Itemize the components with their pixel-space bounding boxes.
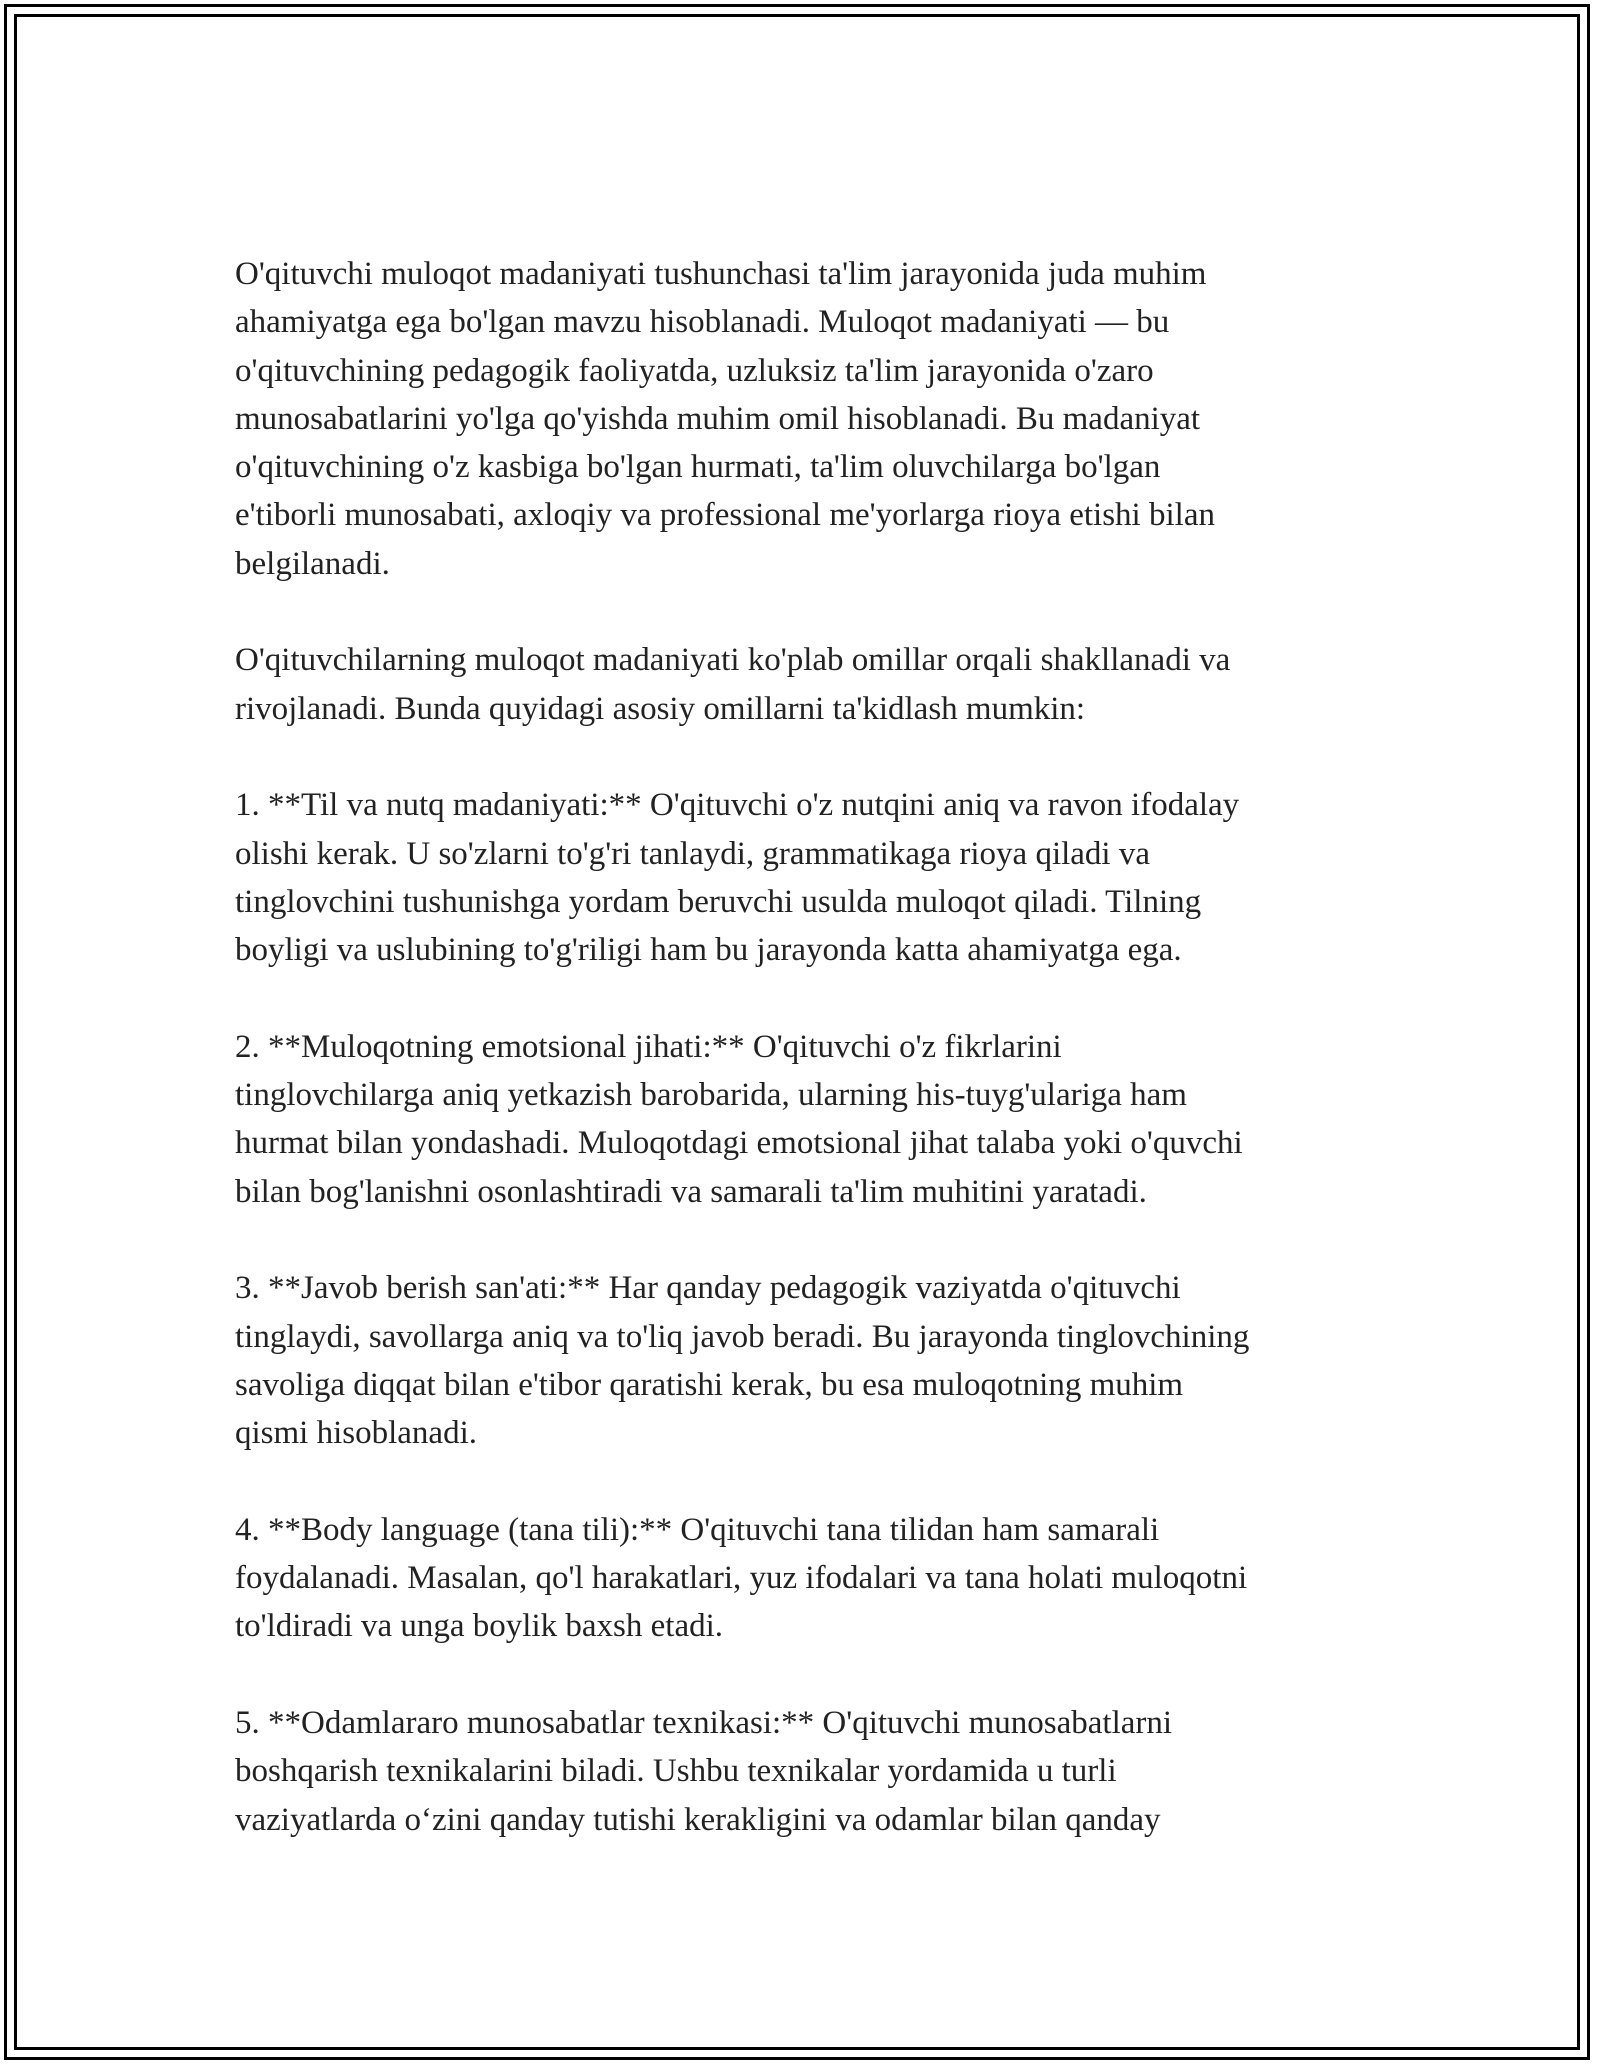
text-line: tinglovchilarga aniq yetkazish barobarida, ularning his-tuyg'ulariga ham bbox=[235, 1077, 1187, 1114]
text-line: tinglaydi, savollarga aniq va to'liq javob beradi. Bu jarayonda tinglovchining bbox=[235, 1318, 1250, 1355]
text-line: rivojlanadi. Bunda quyidagi asosiy omillarni ta'kidlash mumkin: bbox=[235, 690, 1086, 727]
text-line: 3. **Javob berish san'ati:** Har qanday pedagogik vaziyatda o'qituvchi bbox=[235, 1270, 1181, 1307]
text-line: olishi kerak. U so'zlarni to'g'ri tanlaydi, grammatikaga rioya qiladi va bbox=[235, 835, 1150, 872]
paragraph-factors-intro bbox=[235, 636, 1365, 733]
text-line: 2. **Muloqotning emotsional jihati:** O'qituvchi o'z fikrlarini bbox=[235, 1028, 1062, 1065]
paragraph-item-2 bbox=[235, 1023, 1365, 1216]
paragraph-intro bbox=[235, 250, 1365, 588]
text-line: munosabatlarini yo'lga qo'yishda muhim omil hisoblanadi. Bu madaniyat bbox=[235, 400, 1201, 437]
text-line: belgilanadi. bbox=[235, 545, 390, 582]
text-line: to'ldiradi va unga boylik baxsh etadi. bbox=[235, 1608, 724, 1645]
text-line: foydalanadi. Masalan, qo'l harakatlari, yuz ifodalari va tana holati muloqotni bbox=[235, 1560, 1248, 1597]
paragraph-item-3 bbox=[235, 1264, 1365, 1457]
text-line: 1. **Til va nutq madaniyati:** O'qituvchi o'z nutqini aniq va ravon ifodalay bbox=[235, 787, 1240, 824]
text-line: boshqarish texnikalarini biladi. Ushbu texnikalar yordamida u turli bbox=[235, 1753, 1117, 1790]
text-line: tinglovchini tushunishga yordam beruvchi usulda muloqot qiladi. Tilning bbox=[235, 883, 1202, 920]
text-line: bilan bog'lanishni osonlashtiradi va samarali ta'lim muhitini yaratadi. bbox=[235, 1173, 1147, 1210]
paragraph-item-4 bbox=[235, 1506, 1365, 1651]
text-line: ahamiyatga ega bo'lgan mavzu hisoblanadi. Muloqot madaniyati — bu bbox=[235, 304, 1170, 341]
text-line: boyligi va uslubining to'g'riligi ham bu jarayonda katta ahamiyatga ega. bbox=[235, 932, 1182, 969]
text-line: O'qituvchi muloqot madaniyati tushunchasi ta'lim jarayonida juda muhim bbox=[235, 256, 1207, 292]
text-line: O'qituvchilarning muloqot madaniyati ko'plab omillar orqali shakllanadi va bbox=[235, 642, 1231, 679]
text-line: o'qituvchining pedagogik faoliyatda, uzluksiz ta'lim jarayonida o'zaro bbox=[235, 352, 1154, 389]
text-line: 5. **Odamlararo munosabatlar texnikasi:** O'qituvchi munosabatlarni bbox=[235, 1704, 1173, 1741]
text-line: 4. **Body language (tana tili):** O'qituvchi tana tilidan ham samarali bbox=[235, 1511, 1160, 1548]
text-line: hurmat bilan yondashadi. Muloqotdagi emotsional jihat talaba yoki o'quvchi bbox=[235, 1125, 1243, 1162]
text-line: vaziyatlarda o‘zini qanday tutishi kerakligini va odamlar bilan qanday bbox=[235, 1801, 1161, 1838]
paragraph-item-1 bbox=[235, 781, 1365, 974]
text-line: o'qituvchining o'z kasbiga bo'lgan hurmati, ta'lim oluvchilarga bo'lgan bbox=[235, 449, 1161, 486]
document-body bbox=[235, 250, 1365, 1892]
text-line: e'tiborli munosabati, axloqiy va professional me'yorlarga rioya etishi bilan bbox=[235, 497, 1215, 534]
text-line: savoliga diqqat bilan e'tibor qaratishi kerak, bu esa muloqotning muhim bbox=[235, 1366, 1184, 1403]
paragraph-item-5 bbox=[235, 1699, 1365, 1844]
text-line: qismi hisoblanadi. bbox=[235, 1415, 477, 1452]
